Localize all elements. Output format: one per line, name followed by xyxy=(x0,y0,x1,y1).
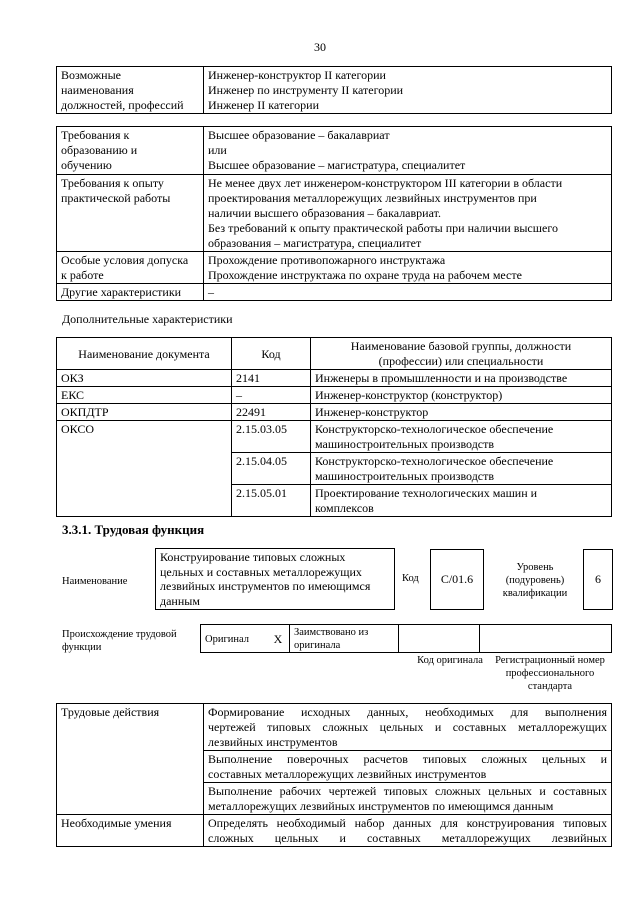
origin-code-cell xyxy=(399,625,480,653)
positions-table xyxy=(56,66,612,114)
other-value: – xyxy=(204,284,612,301)
header-code: Код xyxy=(232,338,311,370)
education-label: Требования к образованию и обучению xyxy=(57,127,204,175)
level-value-box xyxy=(583,549,613,610)
action-item: Выполнение рабочих чертежей типовых сложных цельных и составных металлорежущих лезвийных инструментов по имеющимся данным xyxy=(204,783,612,815)
cell-code: 2141 xyxy=(232,370,311,387)
code-value: C/01.6 xyxy=(440,572,474,586)
cell-name: Инженер-конструктор xyxy=(311,404,612,421)
original-mark: X xyxy=(267,625,290,653)
cell-code: 2.15.03.05 xyxy=(232,421,311,453)
original-label: Оригинал xyxy=(201,625,268,653)
table-row xyxy=(57,252,612,284)
cell-code: 2.15.04.05 xyxy=(232,453,311,485)
origin-label: Происхождение трудовой функции xyxy=(62,629,177,653)
borrowed-label: Заимствовано из оригинала xyxy=(290,625,399,653)
code-label: Код xyxy=(402,573,419,584)
action-item: Выполнение поверочных расчетов типовых сложных цельных и составных металлорежущих лезвийных инструментов xyxy=(204,751,612,783)
table-row xyxy=(57,404,612,421)
actions-label: Трудовые действия xyxy=(57,704,204,815)
header-name: Наименование базовой группы, должности (профессии) или специальности xyxy=(311,338,612,370)
cell-doc: ОКСО xyxy=(57,421,232,517)
origin-code-caption: Код оригинала xyxy=(417,655,483,666)
additional-title: Дополнительные характеристики xyxy=(62,312,233,326)
table-row xyxy=(57,815,612,847)
action-item: Формирование исходных данных, необходимых для выполнения чертежей типовых сложных цельных и составных металлорежущих лезвийных инструментов xyxy=(204,704,612,751)
education-values: Высшее образование – бакалавриат или Высшее образование – магистратура, специалитет xyxy=(204,127,612,175)
section-heading: 3.3.1. Трудовая функция xyxy=(62,522,205,537)
table-header-row xyxy=(57,338,612,370)
cell-code: 22491 xyxy=(232,404,311,421)
reg-number-cell xyxy=(480,625,612,653)
reg-number-caption: Регистрационный номер профессионального стандарта xyxy=(495,655,605,692)
table-row xyxy=(201,625,612,653)
header-doc: Наименование документа xyxy=(57,338,232,370)
table-row xyxy=(57,175,612,252)
positions-values: Инженер-конструктор II категории Инженер по инструменту II категории Инженер II категории xyxy=(204,67,612,114)
cell-doc: ОКПДТР xyxy=(57,404,232,421)
table-row xyxy=(57,370,612,387)
other-label: Другие характеристики xyxy=(57,284,204,301)
cell-name: Конструкторско-технологическое обеспечение машиностроительных производств xyxy=(311,453,612,485)
table-row xyxy=(57,387,612,404)
function-name-box: Конструирование типовых сложных цельных и составных металлорежущих лезвийных инструментов по имеющимся данным xyxy=(155,548,395,610)
level-value: 6 xyxy=(595,572,601,586)
table-row xyxy=(57,284,612,301)
code-value-box xyxy=(430,549,484,610)
positions-label: Возможные наименования должностей, профессий xyxy=(57,67,204,114)
cell-name: Конструкторско-технологическое обеспечение машиностроительных производств xyxy=(311,421,612,453)
page-number: 30 xyxy=(314,40,326,54)
origin-table xyxy=(200,624,612,653)
table-row xyxy=(57,704,612,751)
cell-code: – xyxy=(232,387,311,404)
table-row xyxy=(57,67,612,114)
cell-name: Проектирование технологических машин и комплексов xyxy=(311,485,612,517)
cell-code: 2.15.05.01 xyxy=(232,485,311,517)
cell-name: Инженер-конструктор (конструктор) xyxy=(311,387,612,404)
actions-table xyxy=(56,703,612,847)
experience-label: Требования к опыту практической работы xyxy=(57,175,204,252)
requirements-table xyxy=(56,126,612,301)
cell-doc: ЕКС xyxy=(57,387,232,404)
name-label: Наименование xyxy=(62,576,128,587)
skills-label: Необходимые умения xyxy=(57,815,204,847)
experience-values: Не менее двух лет инженером-конструктором III категории в области проектирования металлорежущих лезвийных инструментов при наличии высшего образования – бакалавриат. Без требований к опыту практической работы при наличии высшего образования – магистратура, специалитет xyxy=(204,175,612,252)
cell-name: Инженеры в промышленности и на производстве xyxy=(311,370,612,387)
special-conditions-values: Прохождение противопожарного инструктажа Прохождение инструктажа по охране труда на рабочем месте xyxy=(204,252,612,284)
skill-item: Определять необходимый набор данных для конструирования типовых сложных цельных и составных металлорежущих лезвийных xyxy=(204,815,612,847)
table-row xyxy=(57,421,612,453)
additional-table xyxy=(56,337,612,517)
table-row xyxy=(57,127,612,175)
cell-doc: ОКЗ xyxy=(57,370,232,387)
level-label: Уровень (подуровень) квалификации xyxy=(502,562,568,599)
special-conditions-label: Особые условия допуска к работе xyxy=(57,252,204,284)
